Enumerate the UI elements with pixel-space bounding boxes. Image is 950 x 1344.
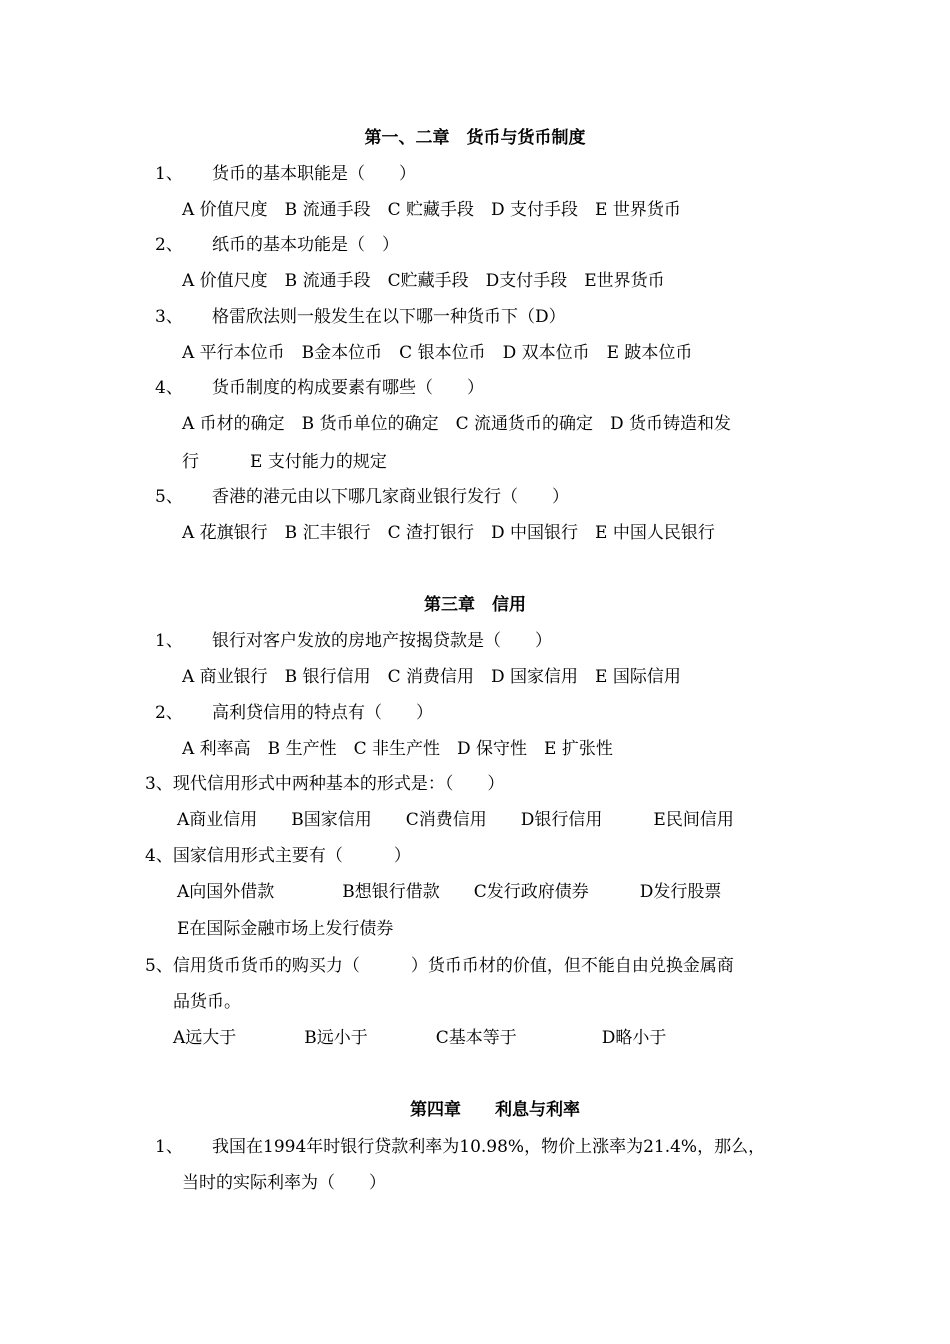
question-options: A 价值尺度 B 流通手段 C 贮藏手段 D 支付手段 E 世界货币	[182, 200, 681, 220]
question-text: 我国在1994年时银行贷款利率为10.98%，物价上涨率为21.4%，那么，	[212, 1137, 766, 1157]
question-number: 1、	[155, 631, 183, 651]
section-heading: 第四章 利息与利率	[410, 1100, 580, 1120]
question-options: A向国外借款 B想银行借款 C发行政府债券 D发行股票	[177, 882, 722, 902]
question-number: 2、	[155, 703, 183, 723]
question-text: 3、现代信用形式中两种基本的形式是：（ ）	[145, 774, 505, 794]
question-options: A远大于 B远小于 C基本等于 D略小于	[173, 1028, 667, 1048]
question-options: A 商业银行 B 银行信用 C 消费信用 D 国家信用 E 国际信用	[182, 667, 681, 687]
question-text: 纸币的基本功能是（ ）	[212, 235, 399, 255]
question-number: 2、	[155, 235, 183, 255]
question-text: 货币的基本职能是（ ）	[212, 164, 416, 184]
question-number: 3、	[155, 307, 183, 327]
question-options: A 平行本位币 B金本位币 C 银本位币 D 双本位币 E 跛本位币	[182, 343, 693, 363]
question-options: A 价值尺度 B 流通手段 C贮藏手段 D支付手段 E世界货币	[182, 271, 665, 291]
question-options: 行 E 支付能力的规定	[182, 452, 387, 472]
section-heading: 第一、二章 货币与货币制度	[364, 128, 586, 148]
question-text: 5、信用货币货币的购买力（ ）货币币材的价值，但不能自由兑换金属商	[145, 956, 734, 976]
question-options: A 币材的确定 B 货币单位的确定 C 流通货币的确定 D 货币铸造和发	[182, 414, 732, 434]
question-options: E在国际金融市场上发行债券	[177, 919, 394, 939]
question-text-continued: 当时的实际利率为（ ）	[182, 1173, 386, 1193]
question-number: 1、	[155, 164, 183, 184]
section-heading: 第三章 信用	[424, 595, 526, 615]
question-text: 货币制度的构成要素有哪些（ ）	[212, 378, 484, 398]
question-number: 1、	[155, 1137, 183, 1157]
question-number: 5、	[155, 487, 183, 507]
question-number: 4、	[155, 378, 183, 398]
question-options: A商业信用 B国家信用 C消费信用 D银行信用 E民间信用	[177, 810, 734, 830]
question-text: 香港的港元由以下哪几家商业银行发行（ ）	[212, 487, 569, 507]
question-options: A 花旗银行 B 汇丰银行 C 渣打银行 D 中国银行 E 中国人民银行	[182, 523, 715, 543]
question-text: 银行对客户发放的房地产按揭贷款是（ ）	[212, 631, 552, 651]
question-options: A 利率高 B 生产性 C 非生产性 D 保守性 E 扩张性	[182, 739, 613, 759]
question-text: 高利贷信用的特点有（ ）	[212, 703, 433, 723]
question-text: 格雷欣法则一般发生在以下哪一种货币下（D）	[212, 307, 566, 327]
question-text: 4、国家信用形式主要有（ ）	[145, 846, 411, 866]
question-text-continued: 品货币。	[173, 992, 241, 1012]
